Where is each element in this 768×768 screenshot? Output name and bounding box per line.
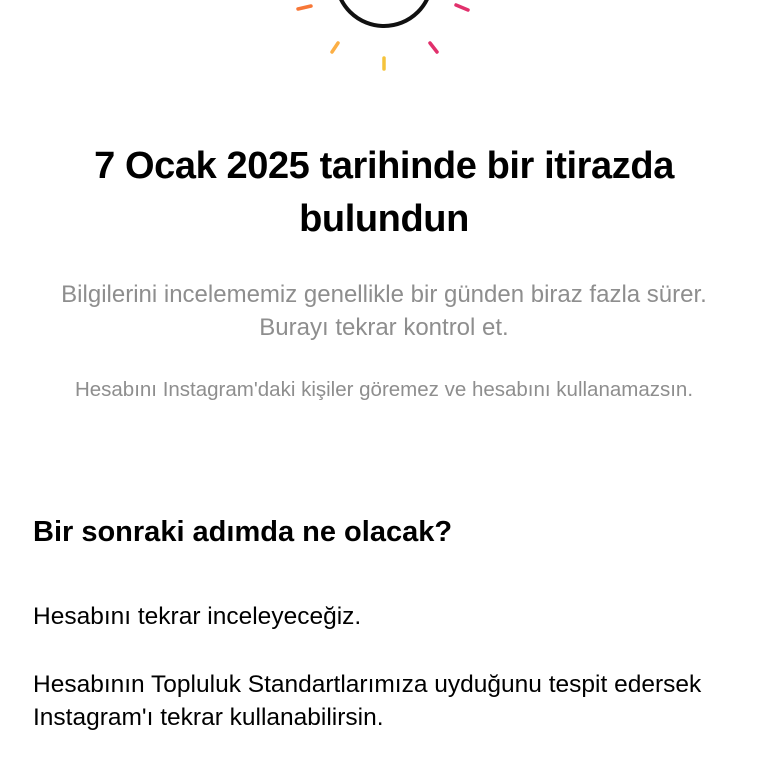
clock-icon <box>0 0 768 90</box>
next-steps-heading: Bir sonraki adımda ne olacak? <box>33 516 453 548</box>
review-time-text: Bilgilerini incelememiz genellikle bir günden biraz fazla sürer. Burayı tekrar kontrol et. <box>61 281 707 341</box>
ray-bottom-right <box>430 43 437 52</box>
page-title: 7 Ocak 2025 tarihinde bir itirazda bulundun <box>94 145 674 240</box>
ray-right <box>456 5 468 10</box>
ray-left <box>298 6 311 9</box>
next-steps-paragraph: Hesabını tekrar inceleyeceğiz. <box>33 603 362 630</box>
account-status-note: Hesabını Instagram'daki kişiler göremez ve hesabını kullanamazsın. <box>74 378 694 401</box>
ray-bottom-left <box>332 43 338 52</box>
clock-face <box>336 0 432 26</box>
hero-illustration <box>0 0 768 90</box>
next-steps-paragraph: Hesabının Topluluk Standartlarımıza uyduğunu tespit edersek Instagram'ı tekrar kullanabilirsin. <box>33 671 702 731</box>
